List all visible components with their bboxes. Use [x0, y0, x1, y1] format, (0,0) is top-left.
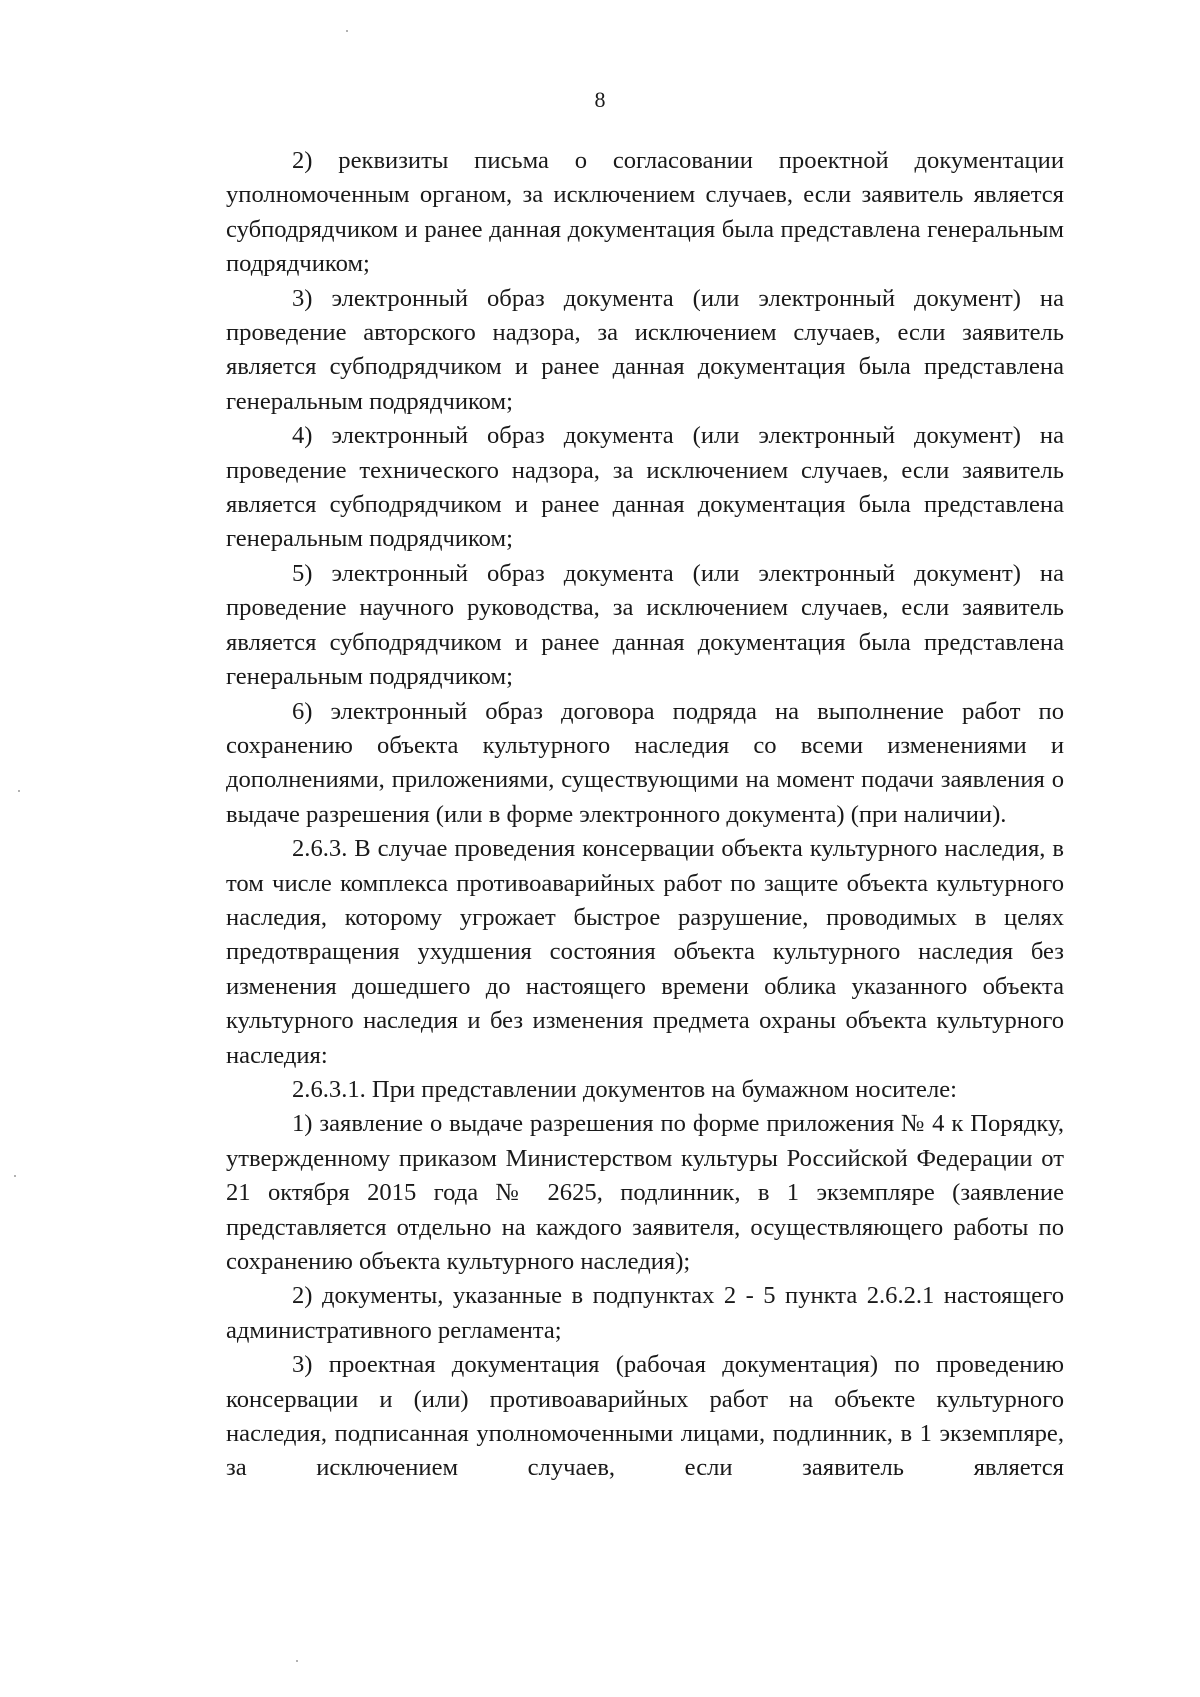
scan-speck — [346, 30, 348, 32]
scan-speck — [14, 1175, 16, 1177]
paragraph-2-6-3-1: 2.6.3.1. При представлении документов на бумажном носителе: — [292, 1075, 957, 1103]
paragraph-sub-2: 2) документы, указанные в подпунктах 2 - 5 пункта 2.6.2.1 настоящего административного регламента; — [226, 1282, 1064, 1344]
page-number: 8 — [594, 87, 606, 112]
scan-speck — [296, 1660, 298, 1662]
scan-speck — [18, 790, 20, 792]
paragraph-item-6: 6) электронный образ договора подряда на выполнение работ по сохранению объекта культурного наследия со всеми изменениями и дополнениями, приложениями, существующими на момент подачи заявления о выдаче разрешения (или в форме электронного документа) (при наличии). — [226, 697, 1064, 828]
paragraph-item-4: 4) электронный образ документа (или электронный документ) на проведение технического надзора, за исключением случаев, если заявитель является субподрядчиком и ранее данная документация была представлена генеральным подрядчиком; — [226, 422, 1064, 553]
document-body — [226, 144, 1064, 1486]
paragraph-item-3: 3) электронный образ документа (или электронный документ) на проведение авторского надзора, за исключением случаев, если заявитель является субподрядчиком и ранее данная документация была представлена генеральным подрядчиком; — [226, 284, 1064, 415]
paragraph-sub-1: 1) заявление о выдаче разрешения по форме приложения № 4 к Порядку, утвержденному приказом Министерством культуры Российской Федерации от 21 октября 2015 года № 2625, подлинник, в 1 экземпляре (заявление представляется отдельно на каждого заявителя, осуществляющего работы по сохранению объекта культурного наследия); — [226, 1110, 1064, 1275]
paragraph-item-2: 2) реквизиты письма о согласовании проектной документации уполномоченным органом, за исключением случаев, если заявитель является субподрядчиком и ранее данная документация была представлена генеральным подрядчиком; — [226, 147, 1064, 278]
paragraph-sub-3: 3) проектная документация (рабочая документация) по проведению консервации и (или) противоаварийных работ на объекте культурного наследия, подписанная уполномоченными лицами, подлинник, в 1 экземпляре, за исключением случаев, если заявитель является — [226, 1351, 1064, 1482]
paragraph-item-5: 5) электронный образ документа (или электронный документ) на проведение научного руководства, за исключением случаев, если заявитель является субподрядчиком и ранее данная документация была представлена генеральным подрядчиком; — [226, 559, 1064, 691]
paragraph-2-6-3: 2.6.3. В случае проведения консервации объекта культурного наследия, в том числе комплекса противоаварийных работ по защите объекта культурного наследия, которому угрожает быстрое разрушение, проводимых в целях предотвращения ухудшения состояния объекта культурного наследия без изменения дошедшего до настоящего времени облика указанного объекта культурного наследия и без изменения предмета охраны объекта культурного наследия: — [226, 835, 1064, 1069]
